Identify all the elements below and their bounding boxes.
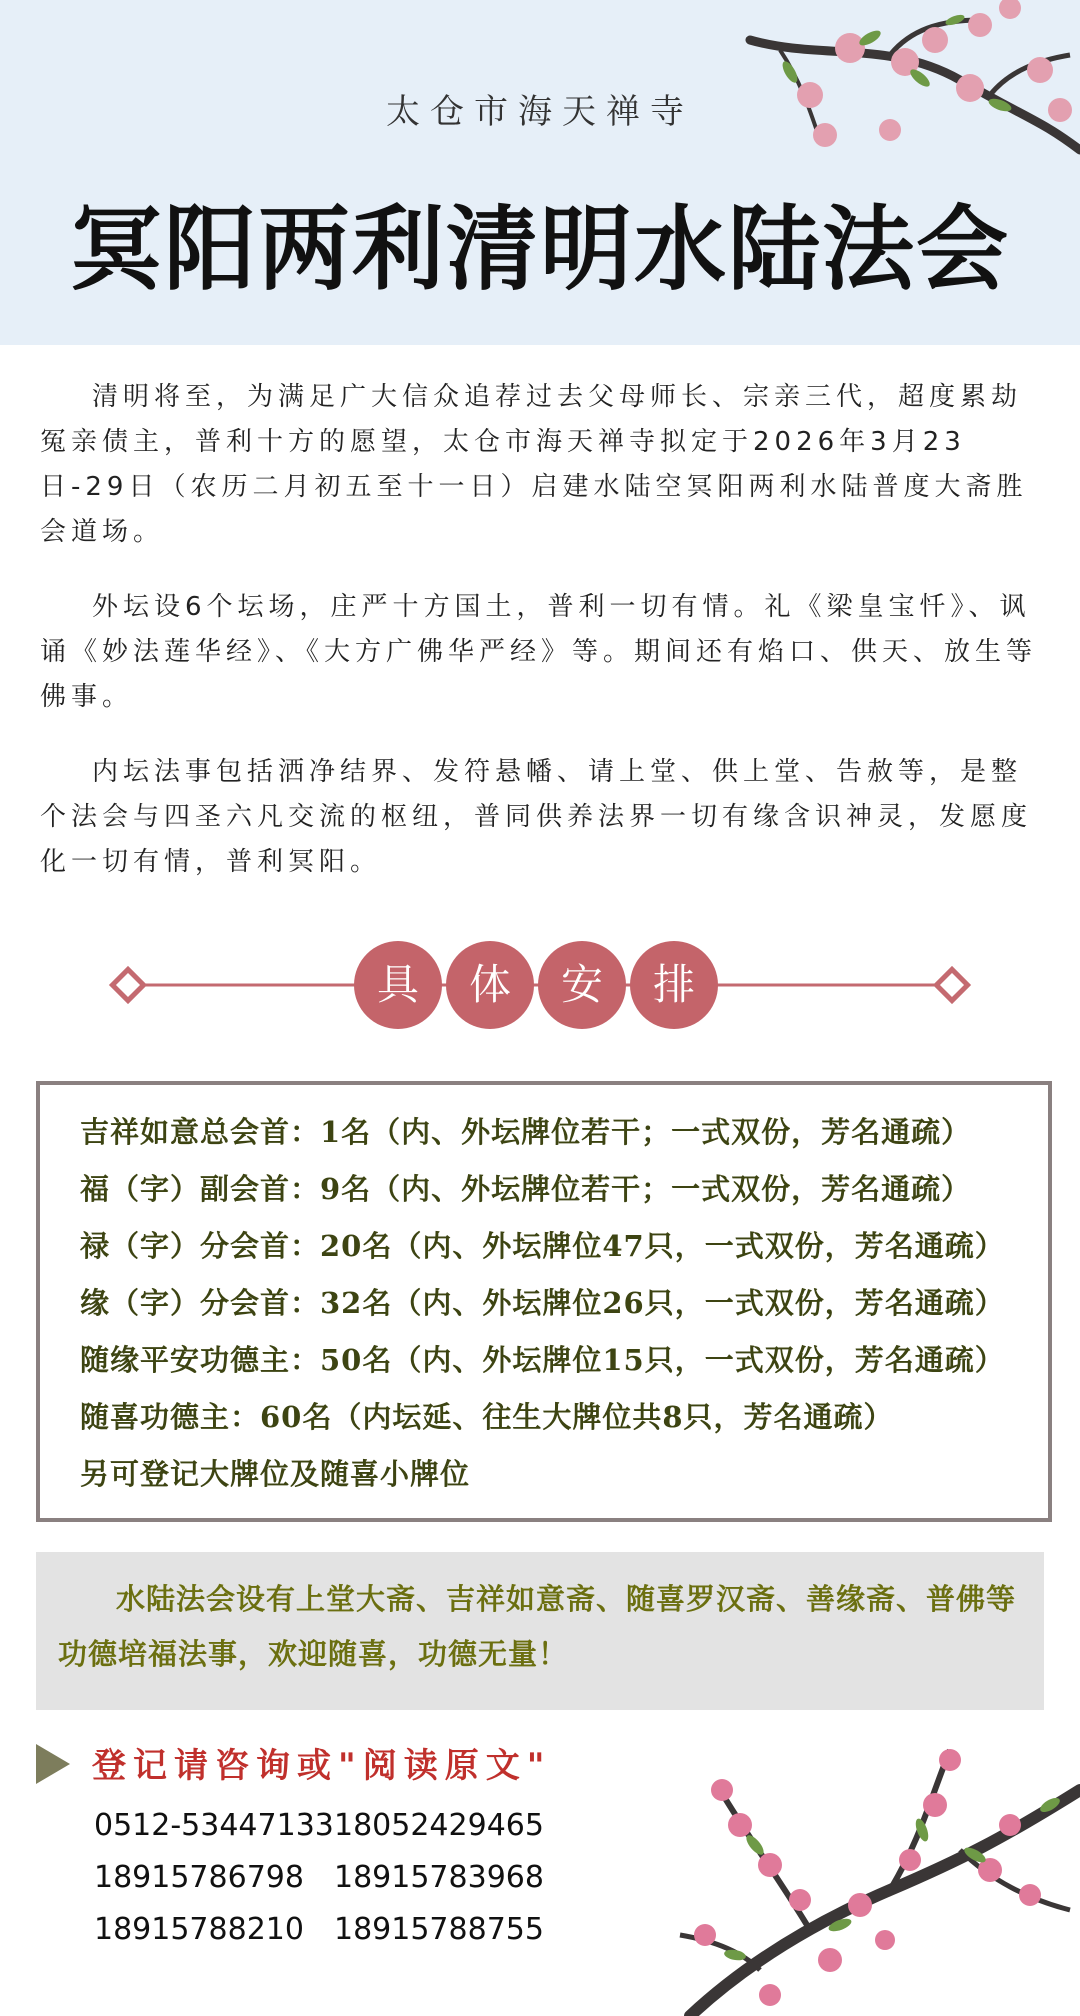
phone-number[interactable]: 18915788210 — [94, 1912, 304, 1947]
section-char-1: 具 — [376, 960, 420, 1009]
divider-line-icon — [0, 935, 1080, 1035]
page-title: 冥阳两利清明水陆法会 — [69, 195, 1010, 303]
contact-title: 登记请咨询或"阅读原文" — [92, 1746, 552, 1786]
temple-name: 太仓市海天禅寺 — [386, 92, 694, 132]
intro-paragraph-2: 外坛设6个坛场，庄严十方国土，普利一切有情。礼《梁皇宝忏》、讽诵《妙法莲华经》、《大方广佛华严经》等。期间还有焰口、供天、放生等佛事。 — [40, 592, 1038, 712]
phone-number[interactable]: 0512-53447133 — [94, 1808, 334, 1843]
intro-paragraph-3: 内坛法事包括洒净结界、发符悬幡、请上堂、供上堂、告赦等，是整个法会与四圣六凡交流的枢纽，普同供养法界一切有缘含识神灵，发愿度化一切有情，普利冥阳。 — [40, 757, 1033, 877]
blossom-branch-top — [740, 0, 1080, 170]
schedule-item: 禄（字）分会首：20名（内、外坛牌位47只，一式双份，芳名通疏） — [80, 1229, 1005, 1263]
schedule-item: 随喜功德主：60名（内坛延、往生大牌位共8只，芳名通疏） — [80, 1400, 894, 1434]
phone-number[interactable]: 18915788755 — [334, 1912, 544, 1947]
section-char-2: 体 — [468, 960, 512, 1009]
phone-number[interactable]: 18915783968 — [334, 1860, 544, 1895]
section-char-3: 安 — [560, 960, 604, 1009]
play-arrow-icon — [36, 1744, 70, 1784]
schedule-item: 缘（字）分会首：32名（内、外坛牌位26只，一式双份，芳名通疏） — [80, 1286, 1005, 1320]
phone-number[interactable]: 18052429465 — [334, 1808, 544, 1843]
blossom-branch-bottom — [660, 1730, 1080, 2016]
notice-box — [36, 1552, 1044, 1710]
schedule-item: 吉祥如意总会首：1名（内、外坛牌位若干；一式双份，芳名通疏） — [80, 1115, 972, 1149]
notice-text: 水陆法会设有上堂大斋、吉祥如意斋、随喜罗汉斋、善缘斋、普佛等功德培福法事，欢迎随喜，功德无量！ — [58, 1582, 1017, 1671]
schedule-item: 另可登记大牌位及随喜小牌位 — [80, 1457, 471, 1491]
intro-paragraph-1: 清明将至，为满足广大信众追荐过去父母师长、宗亲三代，超度累劫冤亲债主，普利十方的愿望，太仓市海天禅寺拟定于2026年3月23日-29日（农历二月初五至十一日）启建水陆空冥阳两利水陆普度大斋胜会道场。 — [40, 382, 1028, 547]
section-divider — [0, 935, 1080, 1035]
phone-number[interactable]: 18915786798 — [94, 1860, 304, 1895]
schedule-item: 随缘平安功德主：50名（内、外坛牌位15只，一式双份，芳名通疏） — [80, 1343, 1005, 1377]
schedule-item: 福（字）副会首：9名（内、外坛牌位若干；一式双份，芳名通疏） — [80, 1172, 972, 1206]
section-char-4: 排 — [652, 960, 696, 1009]
